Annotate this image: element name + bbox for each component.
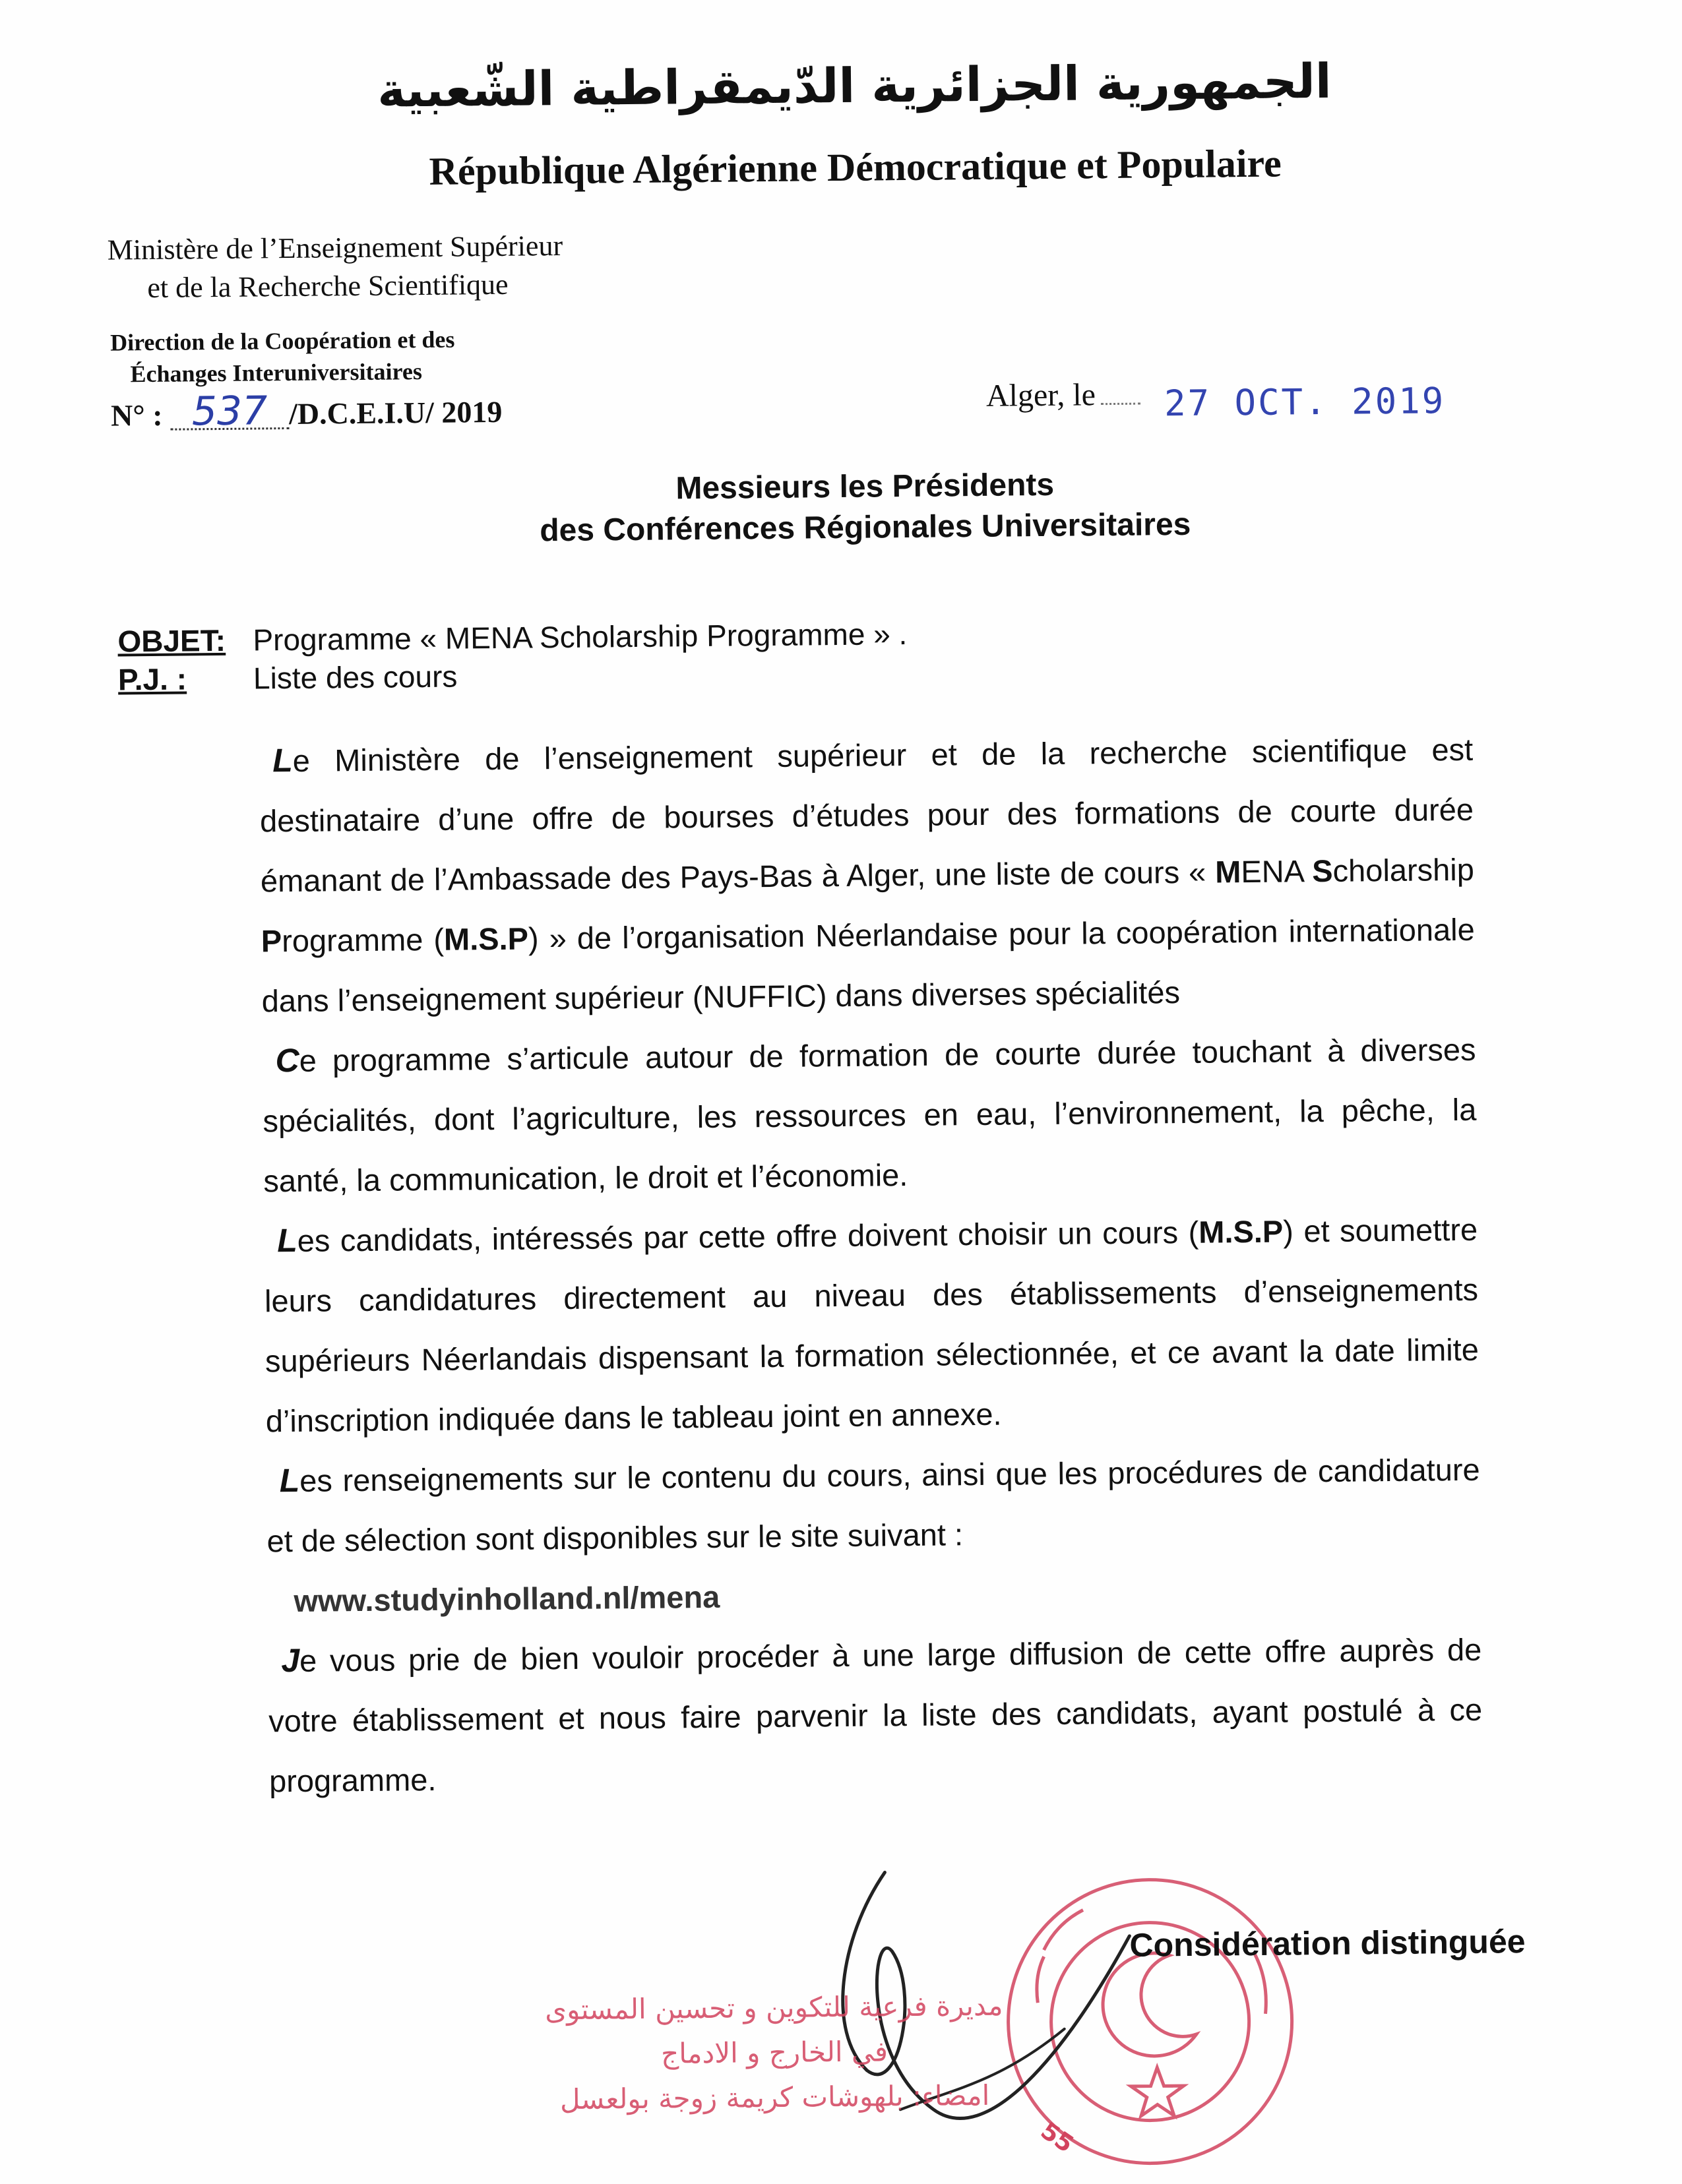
alger-le-text: Alger, le: [985, 377, 1096, 413]
reference-prefix: N° :: [110, 398, 163, 433]
french-republic-title: République Algérienne Démocratique et Populaire: [429, 141, 1282, 193]
drop-letter: L: [272, 741, 294, 779]
paragraph-2: [262, 1019, 1478, 1211]
ministry-line-1: Ministère de l’Enseignement Supérieur: [107, 229, 563, 266]
paragraph-1: [259, 719, 1476, 1031]
addressee-line-1: Messieurs les Présidents: [675, 467, 1055, 506]
date-stamp: 27 OCT. 2019: [1164, 380, 1446, 425]
paragraph-1-ena: ENA: [1241, 853, 1313, 890]
paragraph-2-text: e programme s’articule autour de formation de courte durée touchant à diverses spécialités, dont l’agriculture, les ressources en eau, l’environnement, la pêche, la santé, la communication, le droit et l’économie.: [263, 1031, 1477, 1199]
drop-letter: L: [276, 1221, 297, 1259]
ministry-name: [107, 227, 563, 308]
acronym-msp: M.S.P: [443, 921, 529, 957]
paragraph-1-cholarship: cholarship: [1332, 851, 1475, 888]
paragraph-3: [264, 1199, 1480, 1451]
arabic-republic-title: الجمهورية الجزائرية الدّيمقراطية الشّعبية: [377, 53, 1332, 118]
pj-label: P.J. :: [117, 661, 187, 697]
acronym-msp: M.S.P: [1199, 1213, 1284, 1250]
paragraph-4-text: es renseignements sur le contenu du cours, ainsi que les procédures de candidature et de sélection sont disponibles sur le site suivant :: [266, 1451, 1480, 1559]
acronym-letter-s: S: [1312, 853, 1333, 889]
paragraph-3-text-b: ) et soumettre leurs candidatures directement au niveau des établissements d’enseignements supérieurs Néerlandais dispensant la formation sélectionnée, et ce avant la date limite d’inscription indiquée dans le tableau joint en annexe.: [264, 1211, 1480, 1439]
addressee-line-2: des Conférences Régionales Universitaires: [540, 506, 1191, 549]
signatory-stamp-text: [523, 1983, 1026, 2122]
place-label: [986, 377, 1146, 414]
objet-line: [117, 616, 907, 659]
signatory-line-3: امضاء: بلهوشات كريمة زوجة بولعسل: [559, 2078, 990, 2116]
acronym-letter-m: M: [1214, 854, 1241, 890]
ministry-line-2: et de la Recherche Scientifique: [147, 268, 509, 305]
date-dotted-line: [1101, 403, 1140, 406]
paragraph-5: [268, 1620, 1483, 1811]
letter-body: [259, 719, 1483, 1811]
paragraph-3-text-a: es candidats, intéressés par cette offre doivent choisir un cours (: [297, 1214, 1199, 1258]
website-link[interactable]: www.studyinholland.nl/mena: [294, 1579, 720, 1618]
acronym-letter-p: P: [261, 923, 282, 959]
signatory-line-2: في الخارج و الادماج: [660, 2035, 888, 2070]
closing-formula: Considération distinguée: [1129, 1923, 1526, 1964]
pj-line: [118, 659, 458, 698]
reference-suffix: /D.C.E.I.U/ 2019: [288, 394, 503, 431]
drop-letter: J: [281, 1641, 300, 1680]
objet-text: Programme « MENA Scholarship Programme » .: [253, 617, 908, 657]
drop-letter: C: [275, 1041, 299, 1079]
paragraph-5-text: e vous prie de bien vouloir procéder à une large diffusion de cette offre auprès de votre établissement et nous faire parvenir la liste des candidats, ayant postulé à ce programme.: [268, 1631, 1483, 1799]
pj-text: Liste des cours: [253, 659, 458, 696]
direction-name: [110, 324, 455, 390]
paragraph-4: [266, 1440, 1481, 1571]
paragraph-1-text-b: ) » de l’organisation Néerlandaise pour la coopération internationale dans l’enseignement supérieur (NUFFIC) dans diverses spécialités: [261, 911, 1475, 1019]
paragraph-1-text-a: e Ministère de l’enseignement supérieur et de la recherche scientifique est destinataire d’une offre de bourses d’études pour des formations de courte durée émanant de l’Ambassade des Pays-Bas à Alger, une liste de cours «: [259, 731, 1474, 899]
direction-line-1: Direction de la Coopération et des: [109, 326, 455, 356]
addressee: [456, 463, 1274, 553]
seal-number: 55: [1036, 2117, 1078, 2158]
objet-label: OBJET:: [117, 622, 226, 659]
direction-line-2: Échanges Interuniversitaires: [130, 358, 423, 388]
reference-handwritten-number: 537: [170, 394, 290, 431]
reference-number: [110, 388, 503, 435]
paragraph-1-rogramme: rogramme (: [281, 921, 445, 959]
drop-letter: L: [279, 1461, 300, 1500]
signatory-line-1: مديرة فرعية للتكوين و تحسين المستوى: [545, 1989, 1003, 2026]
